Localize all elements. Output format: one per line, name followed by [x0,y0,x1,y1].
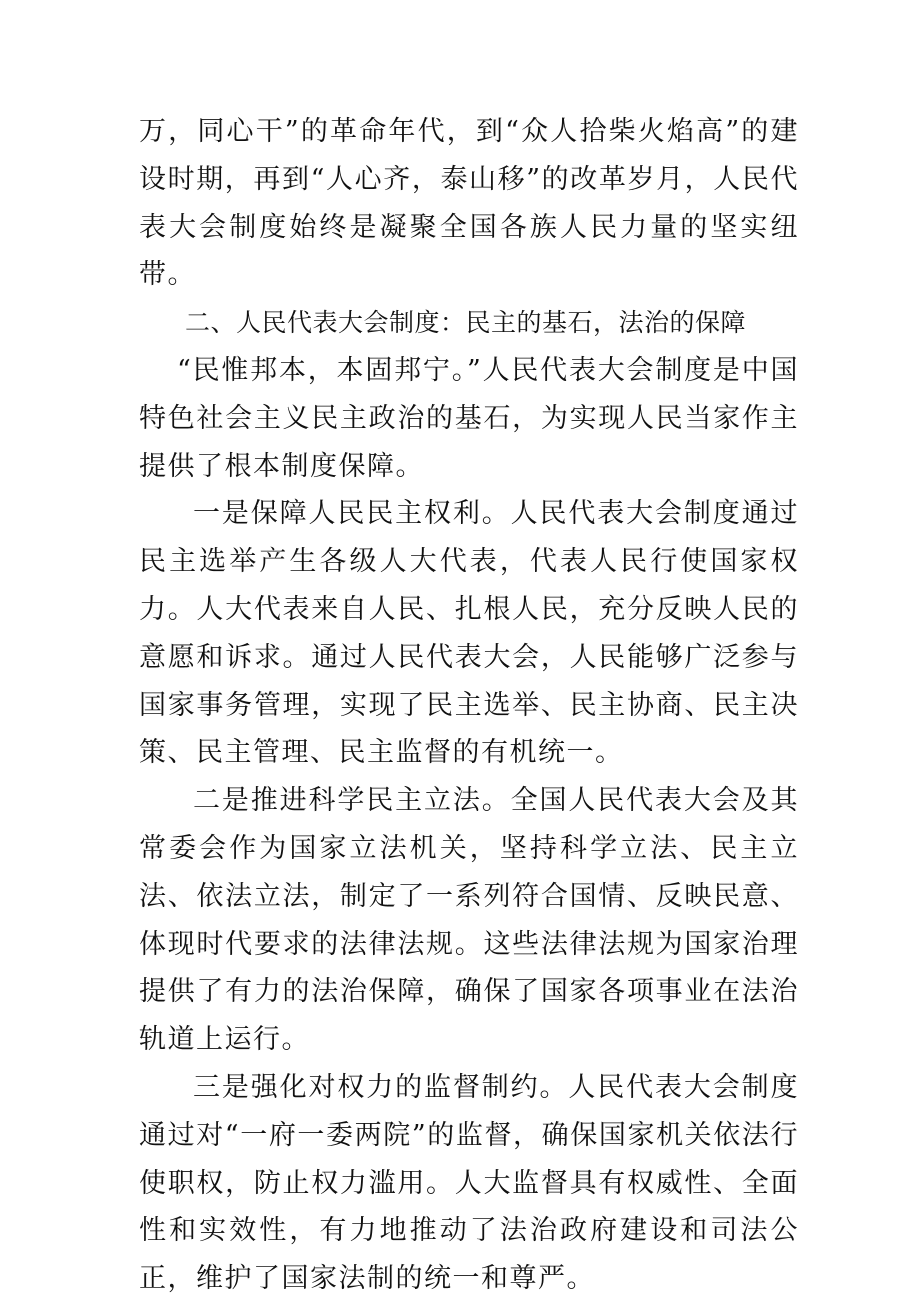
paragraph-intro: “民惟邦本，本固邦宁。”人民代表大会制度是中国特色社会主义民主政治的基石，为实现人民当家作主提供了根本制度保障。 [139,354,799,482]
paragraph-point-3: 三是强化对权力的监督制约。人民代表大会制度通过对“一府一委两院”的监督，确保国家机关依法行使职权，防止权力滥用。人大监督具有权威性、全面性和实效性，有力地推动了法治政府建设和司法公正，维护了国家法制的统一和尊严。 [139,1071,799,1295]
section-heading: 二、人民代表大会制度：民主的基石，法治的保障 [185,308,747,338]
paragraph-continuation: 万，同心干”的革命年代，到“众人拾柴火焰高”的建设时期，再到“人心齐，泰山移”的改革岁月，人民代表大会制度始终是凝聚全国各族人民力量的坚实纽带。 [139,116,799,291]
paragraph-point-2: 二是推进科学民主立法。全国人民代表大会及其常委会作为国家立法机关，坚持科学立法、民主立法、依法立法，制定了一系列符合国情、反映民意、体现时代要求的法律法规。这些法律法规为国家治理提供了有力的法治保障，确保了国家各项事业在法治轨道上运行。 [139,785,799,1056]
paragraph-point-1: 一是保障人民民主权利。人民代表大会制度通过民主选举产生各级人大代表，代表人民行使国家权力。人大代表来自人民、扎根人民，充分反映人民的意愿和诉求。通过人民代表大会，人民能够广泛参与国家事务管理，实现了民主选举、民主协商、民主决策、民主管理、民主监督的有机统一。 [139,498,799,769]
document-body [139,108,799,1303]
